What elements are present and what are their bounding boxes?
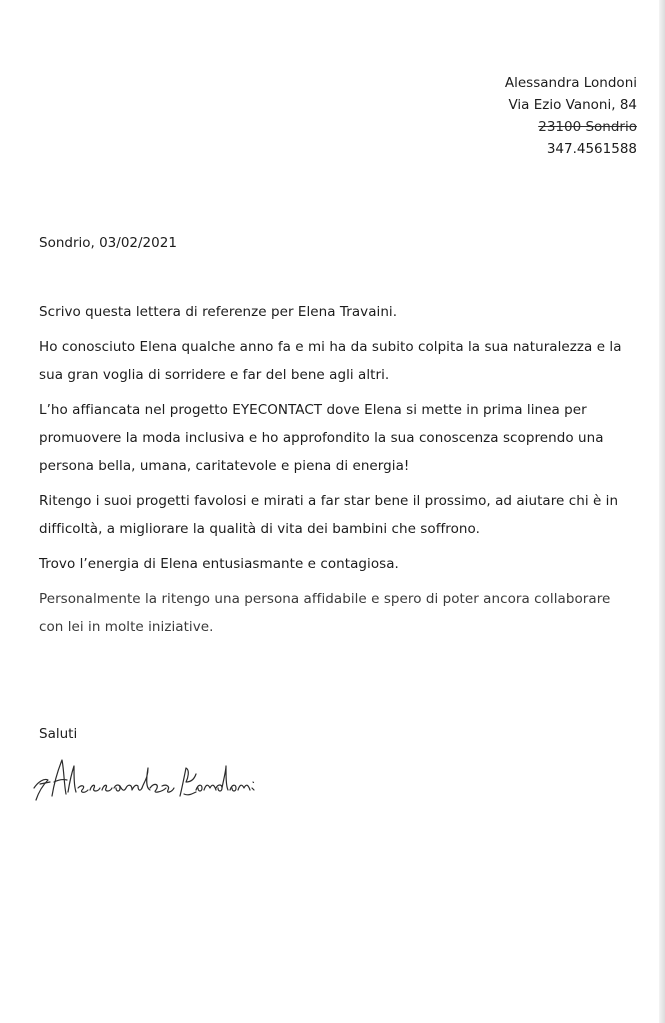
sender-address-block xyxy=(505,72,637,160)
page-edge-shadow xyxy=(659,0,665,1023)
paragraph-projects-opinion: Ritengo i suoi progetti favolosi e mirati a far star bene il prossimo, ad aiutare chi è in difficoltà, a migliorare la qualità di vita dei bambini che soffrono. xyxy=(39,493,619,537)
letter-body xyxy=(39,298,639,648)
handwritten-signature xyxy=(30,748,260,810)
sender-street: Via Ezio Vanoni, 84 xyxy=(508,97,637,113)
paragraph-project: L’ho affiancata nel progetto EYECONTACT dove Elena si mette in prima linea per promuovere la moda inclusiva e ho approfondito la sua conoscenza scoprendo una persona bella, umana, caritatevole e piena di energia! xyxy=(39,402,604,474)
closing-salutation: Saluti xyxy=(39,726,78,742)
paragraph-energy: Trovo l’energia di Elena entusiasmante e contagiosa. xyxy=(39,556,399,572)
sender-phone: 347.4561588 xyxy=(546,141,637,157)
paragraph-reliability: Personalmente la ritengo una persona affidabile e spero di poter ancora collaborare con lei in molte iniziative. xyxy=(39,591,611,635)
paragraph-acquaintance: Ho conosciuto Elena qualche anno fa e mi ha da subito colpita la sua naturalezza e la sua gran voglia di sorridere e far del bene agli altri. xyxy=(39,339,622,383)
sender-name: Alessandra Londoni xyxy=(504,75,637,91)
paragraph-intro: Scrivo questa lettera di referenze per Elena Travaini. xyxy=(39,304,398,320)
date-line: Sondrio, 03/02/2021 xyxy=(39,235,177,251)
sender-city: 23100 Sondrio xyxy=(538,119,637,135)
